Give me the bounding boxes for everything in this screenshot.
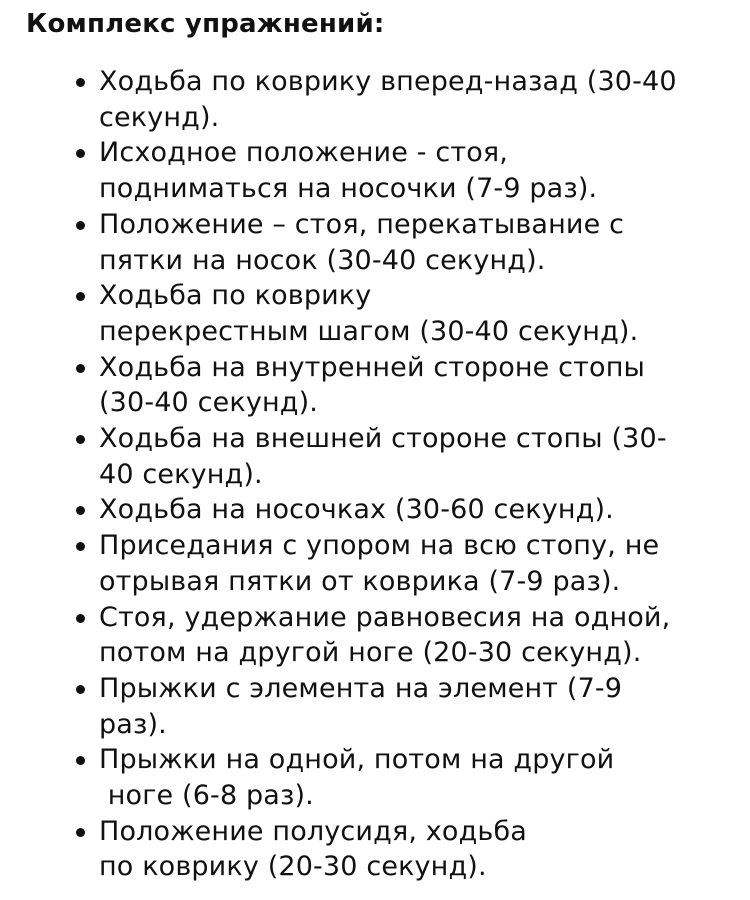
list-item [0,600,750,671]
bullet-icon [76,78,85,87]
item-text-line: по коврику (20-30 секунд). [99,851,487,883]
item-text-line: Ходьба по коврику [99,280,372,312]
exercise-heading: Комплекс упражнений: [26,9,385,39]
bullet-icon [76,221,85,230]
item-text-line: Прыжки на одной, потом на другой [99,744,615,776]
bullet-icon [76,292,85,301]
item-text-line: Приседания с упором на всю стопу, не [99,530,660,562]
item-text-line: Ходьба на внешней стороне стопы (30- [99,423,667,455]
item-text-line: Ходьба на внутренней стороне стопы [99,351,645,383]
list-item [0,64,750,135]
bullet-icon [76,506,85,515]
item-text-line: Положение полусидя, ходьба [99,815,527,847]
item-text-line: 40 секунд). [99,458,263,490]
bullet-icon [76,542,85,551]
item-text-line: ноге (6-8 раз). [99,780,314,812]
list-item [0,135,750,206]
bullet-icon [76,685,85,694]
bullet-icon [76,828,85,837]
list-item [0,278,750,349]
item-text-line: секунд). [99,101,220,133]
item-text-line: пятки на носок (30-40 секунд). [99,244,546,276]
item-text-line: Ходьба на носочках (30-60 секунд). [99,494,614,526]
bullet-icon [76,149,85,158]
item-text-line: отрывая пятки от коврика (7-9 раз). [99,565,621,597]
bullet-icon [76,756,85,765]
exercise-list [0,64,750,885]
item-text-line: (30-40 секунд). [99,387,319,419]
item-text-line: перекрестным шагом (30-40 секунд). [99,315,639,347]
list-item [0,492,750,528]
item-text-line: Ходьба по коврику вперед-назад (30-40 [99,66,677,97]
item-text-line: потом на другой ноге (20-30 секунд). [99,637,642,669]
list-item [0,528,750,599]
item-text-line: подниматься на носочки (7-9 раз). [99,173,598,205]
item-text-line: Стоя, удержание равновесия на одной, [99,601,671,633]
list-item [0,671,750,742]
item-text-line: Прыжки с элемента на элемент (7-9 [99,672,623,704]
item-text-line: Исходное положение - стоя, [99,137,508,169]
list-item [0,421,750,492]
bullet-icon [76,614,85,623]
item-text-line: Положение – стоя, перекатывание с [99,208,625,240]
list-item [0,814,750,885]
bullet-icon [76,435,85,444]
list-item [0,350,750,421]
list-item [0,742,750,813]
bullet-icon [76,364,85,373]
list-item [0,207,750,278]
item-text-line: раз). [99,708,167,740]
